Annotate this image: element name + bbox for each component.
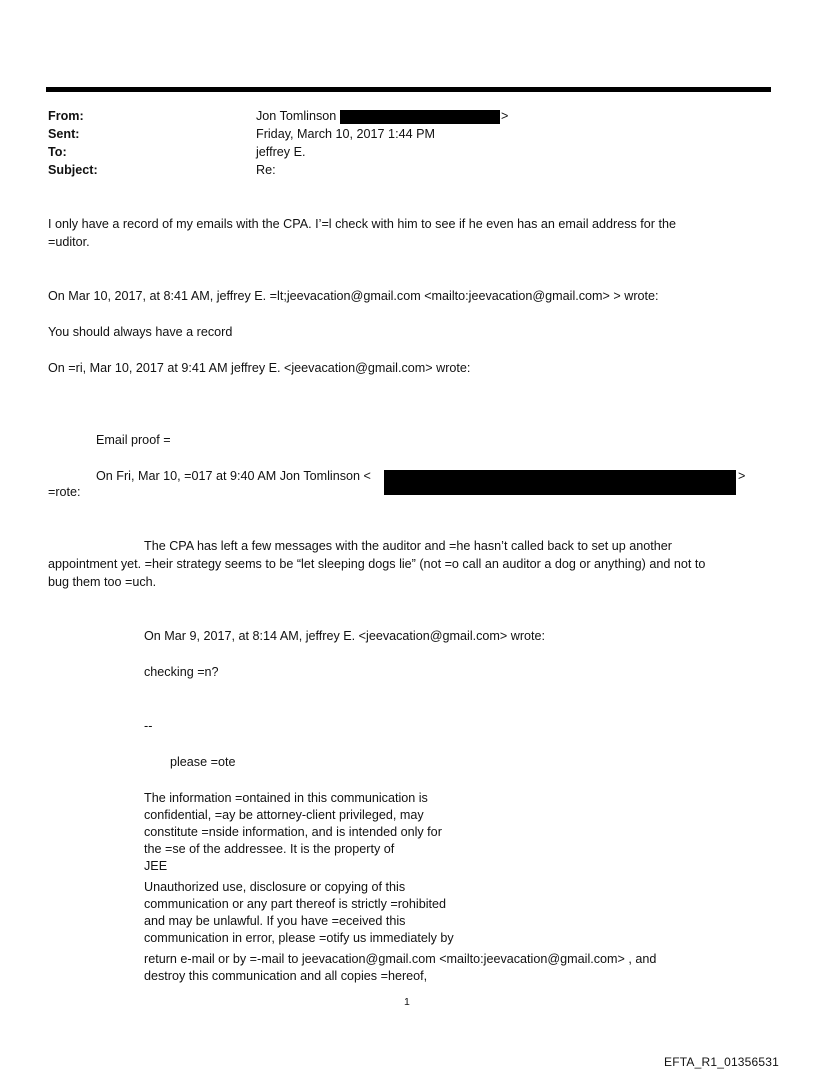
redaction-block	[384, 470, 736, 495]
quote-header-wrap: =rote:	[48, 485, 81, 499]
redaction-block	[340, 110, 500, 124]
disclaimer-heading: please =ote	[170, 755, 236, 769]
sent-label: Sent:	[48, 127, 80, 141]
from-value-suffix: >	[501, 109, 509, 123]
disclaimer-line: destroy this communication and all copies =hereof,	[144, 969, 428, 983]
header-rule	[46, 87, 771, 92]
body-line: I only have a record of my emails with the CPA. I’=l check with him to see if he even has an email address for the	[48, 217, 677, 231]
body-line: You should always have a record	[48, 325, 233, 339]
page-number: 1	[404, 996, 410, 1008]
document-id: EFTA_R1_01356531	[664, 1055, 780, 1069]
from-label: From:	[48, 109, 84, 123]
body-line: appointment yet. =heir strategy seems to be “let sleeping dogs lie” (not =o call an auditor a dog or anything) and not to	[48, 557, 706, 571]
from-value: Jon Tomlinson	[256, 109, 337, 123]
to-value: jeffrey E.	[256, 145, 306, 159]
disclaimer-line: The information =ontained in this communication is	[144, 791, 428, 805]
disclaimer-line: Unauthorized use, disclosure or copying of this	[144, 880, 406, 894]
disclaimer-line: JEE	[144, 859, 168, 873]
quote-header: On Fri, Mar 10, =017 at 9:40 AM Jon Tomlinson <	[96, 469, 371, 483]
body-line: bug them too =uch.	[48, 575, 157, 589]
disclaimer-line: confidential, =ay be attorney-client privileged, may	[144, 808, 424, 822]
body-line: Email proof =	[96, 433, 171, 447]
subject-value: Re:	[256, 163, 276, 177]
disclaimer-line: communication or any part thereof is strictly =rohibited	[144, 897, 447, 911]
disclaimer-line: the =se of the addressee. It is the property of	[144, 842, 395, 856]
quote-header: On Mar 9, 2017, at 8:14 AM, jeffrey E. <jeevacation@gmail.com> wrote:	[144, 629, 546, 643]
body-line: checking =n?	[144, 665, 219, 679]
quote-header-suffix: >	[738, 469, 746, 483]
body-line: =uditor.	[48, 235, 90, 249]
disclaimer-line: return e-mail or by =-mail to jeevacation@gmail.com <mailto:jeevacation@gmail.com> , and	[144, 952, 657, 966]
to-label: To:	[48, 145, 67, 159]
quote-header: On Mar 10, 2017, at 8:41 AM, jeffrey E. =lt;jeevacation@gmail.com <mailto:jeevacation@gmail.com> > wrote:	[48, 289, 659, 303]
quote-header: On =ri, Mar 10, 2017 at 9:41 AM jeffrey E. <jeevacation@gmail.com> wrote:	[48, 361, 471, 375]
subject-label: Subject:	[48, 163, 98, 177]
sent-value: Friday, March 10, 2017 1:44 PM	[256, 127, 435, 141]
signature-dashes: --	[144, 719, 153, 733]
disclaimer-line: constitute =nside information, and is intended only for	[144, 825, 442, 839]
body-line: The CPA has left a few messages with the auditor and =he hasn’t called back to set up another	[144, 539, 672, 553]
disclaimer-line: and may be unlawful. If you have =eceived this	[144, 914, 406, 928]
disclaimer-line: communication in error, please =otify us immediately by	[144, 931, 454, 945]
